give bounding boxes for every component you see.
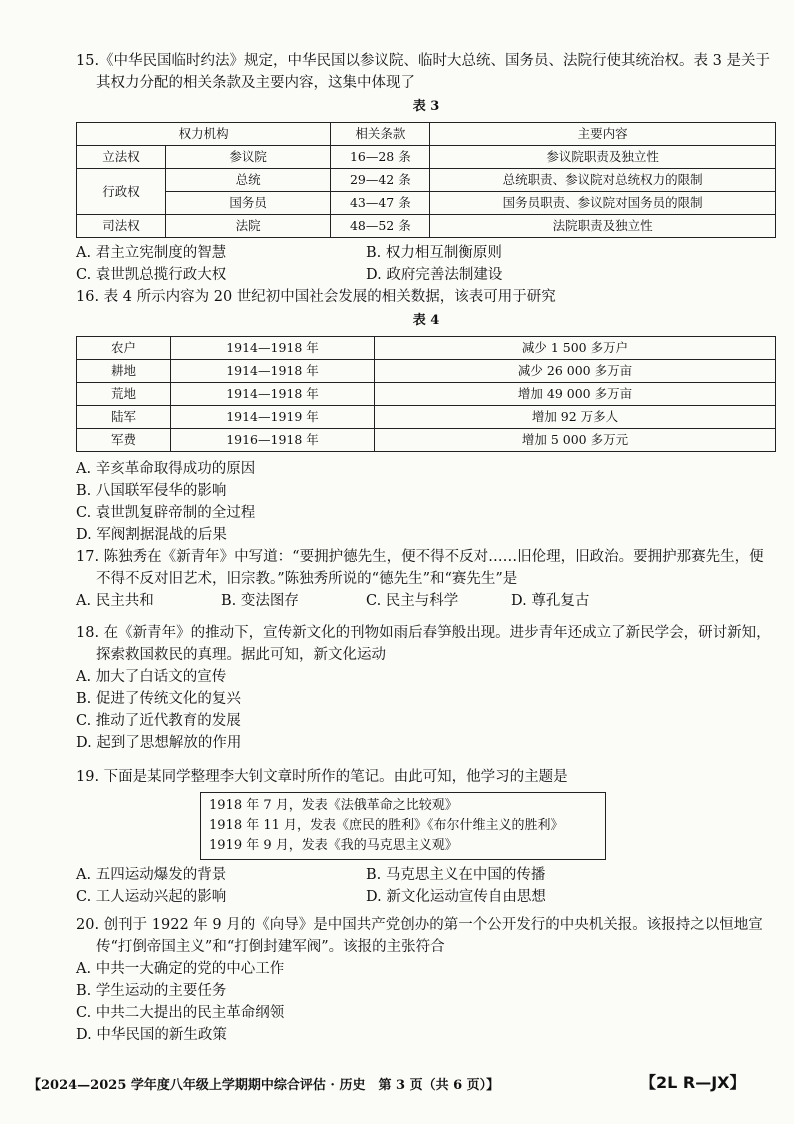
table-row [77,429,776,452]
options-list [76,458,776,546]
table-cell: 参议院职责及独立性 [430,146,776,169]
table-cell: 立法权 [77,146,166,169]
option-b[interactable]: B. 促进了传统文化的复兴 [76,691,241,707]
table-cell: 荒地 [77,383,171,406]
table-row [77,337,776,360]
table-row [77,146,776,169]
option-a[interactable]: A. 君主立宪制度的智慧 [76,245,227,261]
option-d[interactable]: D. 政府完善法制建设 [366,267,503,283]
table-cell: 1914—1918 年 [171,337,375,360]
option-c[interactable]: C. 民主与科学 [366,593,459,609]
option-d[interactable]: D. 新文化运动宣传自由思想 [366,889,546,905]
options-row [76,264,776,286]
option-b[interactable]: B. 变法图存 [221,593,299,609]
table-header-cell: 相关条款 [331,123,430,146]
note-line: 1918 年 11 月，发表《庶民的胜利》《布尔什维主义的胜利》 [209,818,564,833]
option-a[interactable]: A. 五四运动爆发的背景 [76,867,227,883]
table-cell: 减少 26 000 多万亩 [375,360,776,383]
table-cell: 29—42 条 [331,169,430,192]
table-cell: 总统 [166,169,331,192]
table-caption: 表 3 [412,99,440,114]
table-cell: 1914—1918 年 [171,383,375,406]
option-c[interactable]: C. 袁世凯复辟帝制的全过程 [76,505,256,521]
option-b[interactable]: B. 权力相互制衡原则 [366,245,502,261]
option-b[interactable]: B. 马克思主义在中国的传播 [366,867,546,883]
question-stem: 19. 下面是某同学整理李大钊文章时所作的笔记。由此可知，他学习的主题是 [76,769,568,785]
table-cell: 参议院 [166,146,331,169]
question-16 [76,286,776,546]
table-cell: 1914—1919 年 [171,406,375,429]
option-c[interactable]: C. 推动了近代教育的发展 [76,713,241,729]
table-row [77,169,776,192]
question-15 [76,50,776,286]
table-caption: 表 4 [412,313,440,328]
power-distribution-table [76,122,776,238]
table-header-cell: 主要内容 [430,123,776,146]
options-row [76,242,776,264]
option-d[interactable]: D. 中华民国的新生政策 [76,1027,227,1043]
table-cell: 43—47 条 [331,192,430,215]
table-cell: 农户 [77,337,171,360]
question-stem: 17. 陈独秀在《新青年》中写道：“要拥护德先生，便不得不反对……旧伦理，旧政治。要拥护那赛先生，便不得不反对旧艺术，旧宗教。”陈独秀所说的“德先生”和“赛先生”是 [76,549,764,587]
option-c[interactable]: C. 中共二大提出的民主革命纲领 [76,1005,285,1021]
question-stem: 16. 表 4 所示内容为 20 世纪初中国社会发展的相关数据，该表可用于研究 [76,289,556,305]
option-d[interactable]: D. 起到了思想解放的作用 [76,735,242,751]
option-b[interactable]: B. 八国联军侵华的影响 [76,483,227,499]
table-row [77,360,776,383]
table-cell: 国务员职责、参议院对国务员的限制 [430,192,776,215]
table-cell: 军费 [77,429,171,452]
table-cell: 法院职责及独立性 [430,215,776,238]
option-d[interactable]: D. 尊孔复古 [511,593,590,609]
option-c[interactable]: C. 工人运动兴起的影响 [76,889,227,905]
table-cell: 国务员 [166,192,331,215]
option-a[interactable]: A. 辛亥革命取得成功的原因 [76,461,256,477]
option-a[interactable]: A. 民主共和 [76,593,154,609]
notes-box [200,792,606,860]
table-cell: 减少 1 500 多万户 [375,337,776,360]
option-a[interactable]: A. 加大了白话文的宣传 [76,669,227,685]
question-stem: 18. 在《新青年》的推动下，宣传新文化的刊物如雨后春笋般出现。进步青年还成立了新民学会，研讨新知，探索救国救民的真理。据此可知，新文化运动 [76,625,771,663]
table-cell: 耕地 [77,360,171,383]
table-cell: 16—28 条 [331,146,430,169]
option-d[interactable]: D. 军阀割据混战的后果 [76,527,227,543]
table-row [77,383,776,406]
options-row [76,886,776,908]
table-header-row [77,123,776,146]
table-cell: 陆军 [77,406,171,429]
option-a[interactable]: A. 中共一大确定的党的中心工作 [76,961,285,977]
question-17 [76,546,776,612]
question-stem: 15.《中华民国临时约法》规定，中华民国以参议院、临时大总统、国务员、法院行使其统治权。表 3 是关于其权力分配的相关条款及主要内容，这集中体现了 [76,53,770,91]
table-cell: 司法权 [77,215,166,238]
table-cell: 增加 92 万多人 [375,406,776,429]
table-cell: 1916—1918 年 [171,429,375,452]
table-row [77,406,776,429]
options-row [76,864,776,886]
option-c[interactable]: C. 袁世凯总揽行政大权 [76,267,227,283]
table-cell: 增加 5 000 多万元 [375,429,776,452]
table-cell: 行政权 [77,169,166,215]
note-line: 1919 年 9 月，发表《我的马克思主义观》 [209,838,458,853]
table-cell: 1914—1918 年 [171,360,375,383]
social-data-table [76,336,776,452]
question-18 [76,622,776,754]
table-cell: 总统职责、参议院对总统权力的限制 [430,169,776,192]
question-20 [76,914,776,1046]
question-stem: 20. 创刊于 1922 年 9 月的《向导》是中国共产党创办的第一个公开发行的中央机关报。该报持之以恒地宣传“打倒帝国主义”和“打倒封建军阀”。该报的主张符合 [76,917,763,955]
options-row [76,590,776,612]
page-footer: 【2024—2025 学年度八年级上学期期中综合评估 · 历史 第 3 页（共 6 页）】 [28,1078,500,1093]
table-cell: 法院 [166,215,331,238]
option-b[interactable]: B. 学生运动的主要任务 [76,983,227,999]
exam-code: 【2L R—JX】 [640,1073,746,1092]
table-row [77,192,776,215]
table-header-cell: 权力机构 [77,123,331,146]
question-19 [76,766,776,908]
note-line: 1918 年 7 月，发表《法俄革命之比较观》 [209,798,458,813]
table-cell: 48—52 条 [331,215,430,238]
table-row [77,215,776,238]
table-cell: 增加 49 000 多万亩 [375,383,776,406]
